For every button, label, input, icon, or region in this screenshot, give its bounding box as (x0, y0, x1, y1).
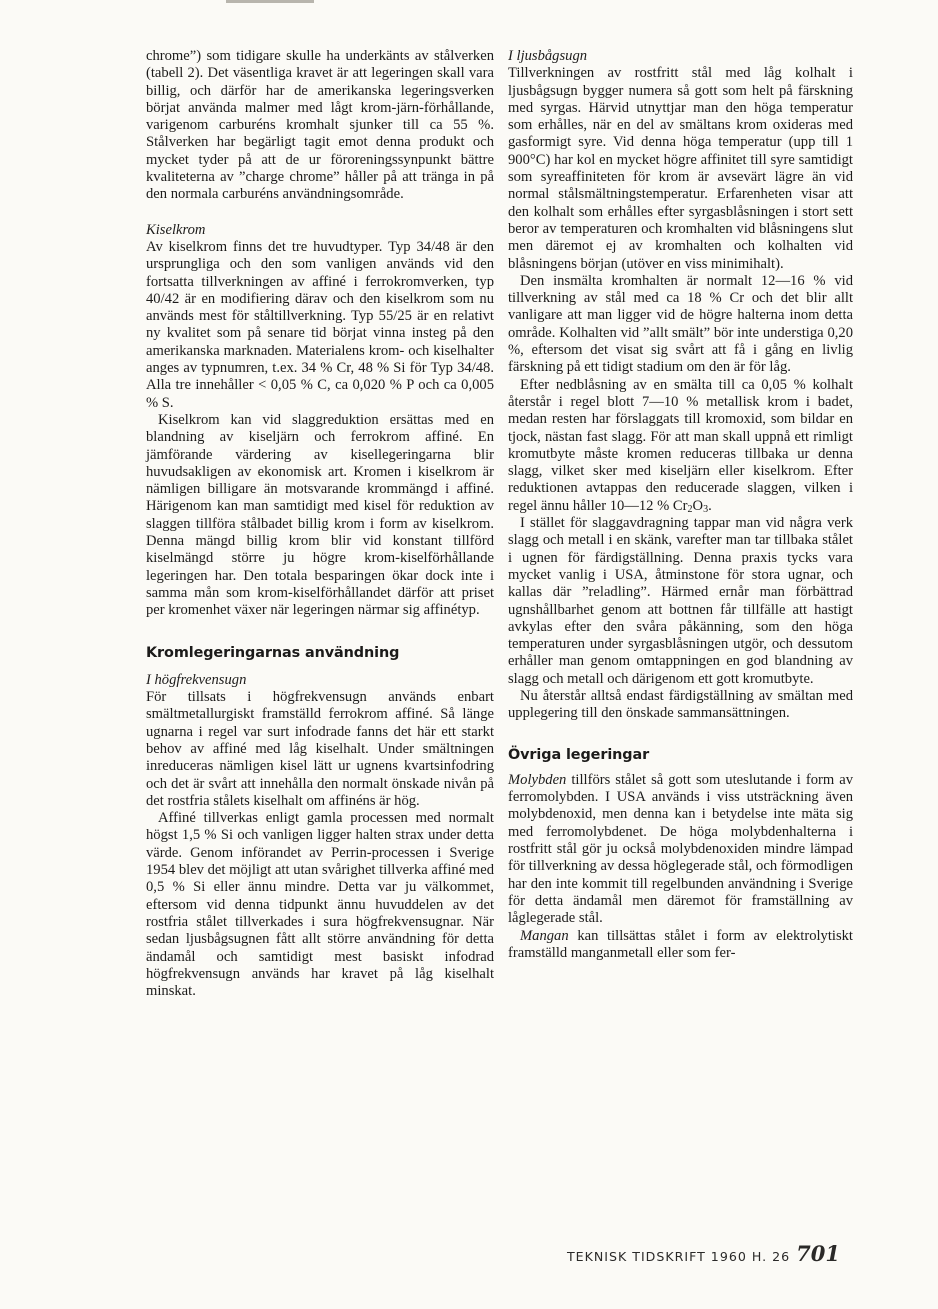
scan-edge-mark (226, 0, 314, 3)
intro-paragraph: chrome”) som tidigare skulle ha underkänts av stålverken (tabell 2). Det väsentliga kravet är att legeringen skall vara billig, och därför har de amerikanska legeringsverken börjat använda malmer med lågt krom-järn-förhållande, varigenom carburéns kromhalt sjunker till ca 55 %. Stålverken har begärligt tagit emot denna produkt och mycket tyder på att de ur föroreningssynpunkt bättre kvaliteterna av ”charge chrome” håller på att tränga in på den normala carburéns användningsområde. (146, 48, 494, 203)
kiselkrom-paragraph-1: Av kiselkrom finns det tre huvudtyper. Typ 34/48 är den ursprungliga och den som vanligen används vid den fortsatta tillverkningen av affiné i ferrokromverken, typ 40/42 är en modifiering därav och den kiselkrom som nu används mest för ståltillverkning. Typ 55/25 är en relativt ny kvalitet som på senare tid börjat vinna insteg på den amerikanska marknaden. Materialens krom- och kiselhalter anges av typnumren, t.ex. 34 % Cr, 48 % Si för Typ 34/48. Alla tre innehåller < 0,05 % C, ca 0,020 % P och ca 0,005 % S. (146, 238, 494, 411)
ljusbagsugn-paragraph-4: I stället för slaggavdragning tappar man vid några verk slagg och metall i en skänk, varefter man tar tillbaka stålet i ugnen för färdigställning. Denna praxis tycks vara mycket vanlig i USA, åtminstone för stora ugnar, och kallas där ”reladling”. Härmed ernår man förbättrad ugnshållbarhet genom att bottnen får tillfälle att hastigt avkylas efter den svåra påkänning, som den höga temperaturen under syrgasblåsningen utgör, och dessutom erhåller man genom omtappningen en god blandning av slagg och metall och därigenom ett gott kromutbyte. (508, 515, 853, 687)
mangan-term: Mangan (520, 927, 569, 944)
right-column (508, 48, 853, 962)
ljusbagsugn-paragraph-1: Tillverkningen av rostfritt stål med låg kolhalt i ljusbågsugn bygger numera så gott som helt på färskning med syrgas. Härvid utnyttjar man den höga temperatur som erhålles, när en del av smältans krom oxideras med gasformigt syre. Vid denna höga temperatur (upp till 1 900°C) har kol en mycket högre affinitet till syre samtidigt som syreaffiniteten för krom är avsevärt lägre än vid normal stålsmältningstemperatur. Erfarenheten visar att den kolhalt som erhålles efter syrgasblåsningen i stort sett beror av temperaturen och kromhalten vid blåsningens slut men däremot ej av kromhalten och kolhalten vid blåsningens början (utöver en viss minimihalt). (508, 65, 853, 272)
page-number: 701 (796, 1241, 840, 1266)
kiselkrom-subheading: Kiselkrom (146, 221, 206, 238)
molybden-paragraph: Molybden tillförs stålet så gott som uteslutande i form av ferromolybden. I USA används i viss utsträckning även molybdenoxid, men denna kan i betydelse inte mäta sig med ferromolybdenet. De höga molybdenhalterna i rostfritt stål gör ju också molybdenoxiden mindre lämpad för tillverkning av dessa höglegerade stål, och förmodligen har den inte kommit till regelbunden användning i Sverige för detta ändamål men däremot för framställning av låglegerade stål. (508, 771, 853, 927)
hogfrekvensugn-paragraph-1: För tillsats i högfrekvensugn används enbart smältmetallurgiskt framställd ferrokrom affiné. Så länge ugnarna i regel var surt infodrade fanns det här ett starkt behov av affiné med låg kiselhalt. Under smältningen inreduceras nämligen kisel lätt ur ugnens kvartsinfodring och det är svårt att innehålla den normalt önskade nivån på det rostfria stålets kiselhalt om affinéns är hög. (146, 689, 494, 809)
hogfrekvensugn-paragraph-2: Affiné tillverkas enligt gamla processen med normalt högst 1,5 % Si och vanligen ligger halten strax under detta värde. Genom införandet av Perrin-processen i Sverige 1954 blev det möjligt att utan svårighet tillverka affiné med 0,5 % Si eller ännu mindre. Detta var ju välkommet, eftersom vid denna tidpunkt ännu huvuddelen av det rostfria stålet tillverkades i sura högfrekvensugnar. När sedan ljusbågsugnen fått allt större användning för detta ändamål och samtidigt mest basiskt infodrad högfrekvensugn används har kravet på låg kiselhalt minskat. (146, 810, 494, 1000)
ljusbagsugn-subheading: I ljusbågsugn (508, 48, 588, 64)
mangan-paragraph: Mangan kan tillsättas stålet i form av elektrolytiskt framställd manganmetall eller som fer- (508, 927, 853, 961)
page-footer (567, 1241, 840, 1266)
ljusbagsugn-paragraph-5: Nu återstår alltså endast färdigställning av smältan med upplegering till den önskade sammansättningen. (508, 687, 853, 722)
hogfrekvensugn-subheading: I högfrekvensugn (146, 671, 247, 688)
section-heading-kromlegeringar: Kromlegeringarnas användning (146, 644, 400, 661)
ljusbagsugn-paragraph-3: Efter nedblåsning av en smälta till ca 0,05 % kolhalt återstår i regel blott 7—10 % metallisk krom i badet, medan resten har förslaggats till kromoxid, som bildar en tjock, nästan fast slagg. För att man skall uppnå ett rimligt kromutbyte måste kromen reduceras tillbaka ur denna slagg, vilket sker med kiseljärn eller kiselkrom. Efter reduktionen avtappas den reducerade slaggen, vilken i regel ännu håller 10—12 % $Cr_2O_3$. (508, 376, 853, 515)
kiselkrom-paragraph-2: Kiselkrom kan vid slaggreduktion ersättas med en blandning av kiseljärn och ferrokrom affiné. En jämförande värdering av kisellegeringarna blir huvudsakligen av ekonomisk art. Kromen i kiselkrom är nämligen billigare än motsvarande krommängd i affiné. Härigenom kan man samtidigt med kisel för reduktion av slaggen tillföra stålbadet billig krom i form av kiselkrom. Denna mängd billig krom blir vid konstant tillförd kiselmängd större ju högre krom-kiselförhållande legeringen har. Den totala besparingen ökar dock inte i samma mån som krom-kiselförhållandet därför att priset per kromenhet växer när legeringen närmar sig affinétyp. (146, 411, 494, 619)
left-column (146, 48, 494, 1000)
section-heading-ovriga-legeringar: Övriga legeringar (508, 746, 650, 763)
journal-citation: TEKNISK TIDSKRIFT 1960 H. 26 (566, 1249, 791, 1264)
molybden-term: Molybden (508, 771, 567, 788)
ljusbagsugn-paragraph-2: Den insmälta kromhalten är normalt 12—16 % vid tillverkning av stål med ca 18 % Cr och det blir allt vanligare att man ligger vid de högre halterna inom detta område. Kolhalten vid ”allt smält” bör inte understiga 0,20 %, eftersom det visat sig svårt att få i gång en livlig färskning på ett tidigt stadium om den är för låg. (508, 272, 853, 376)
